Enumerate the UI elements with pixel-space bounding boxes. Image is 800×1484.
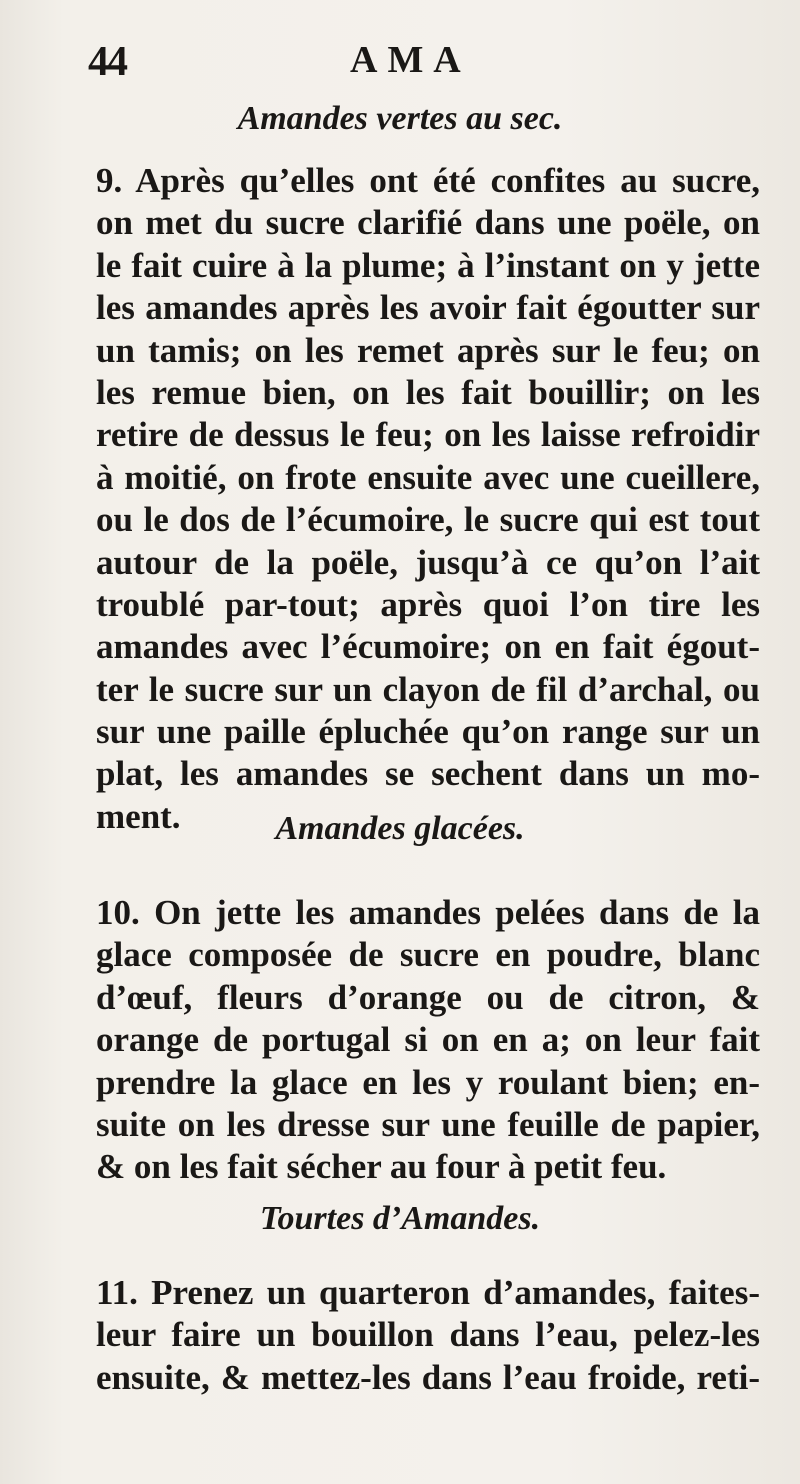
text-line: prendre la glace en les y roulant bien; en-	[96, 1062, 760, 1102]
text-line: ment.	[96, 796, 181, 836]
text-line: glace composée de sucre en poudre, blanc	[96, 935, 760, 975]
text-line: retire de dessus le feu; on les laisse refroidir	[96, 415, 760, 455]
text-line: un tamis; on les remet après sur le feu; on	[96, 330, 760, 370]
text-line: sur une paille épluchée qu’on range sur un	[96, 712, 760, 752]
text-line: le fait cuire à la plume; à l’instant on y jette	[96, 245, 760, 285]
paragraph-9	[96, 160, 760, 838]
text-line: orange de portugal si on en a; on leur fait	[96, 1020, 760, 1060]
page-number: 44	[88, 39, 126, 85]
paragraph-10	[96, 892, 760, 1189]
text-line: plat, les amandes se sechent dans un mo-	[96, 754, 760, 794]
text-line: leur faire un bouillon dans l’eau, pelez-les	[96, 1315, 760, 1355]
page-header	[0, 30, 800, 90]
section-heading: Amandes vertes au sec.	[237, 100, 563, 137]
text-line: les amandes après les avoir fait égoutter sur	[96, 288, 760, 328]
text-line: ter le sucre sur un clayon de fil d’archal, ou	[96, 669, 760, 709]
text-line: 11. Prenez un quarteron d’amandes, faites-	[96, 1273, 760, 1312]
running-head: AMA	[350, 39, 471, 81]
text-line: suite on les dresse sur une feuille de papier,	[96, 1104, 760, 1144]
paragraph-11	[96, 1272, 760, 1399]
text-line: les remue bien, on les fait bouillir; on les	[96, 372, 760, 412]
text-line: ou le dos de l’écumoire, le sucre qui est tout	[96, 500, 760, 540]
text-line: d’œuf, fleurs d’orange ou de citron, &	[96, 977, 760, 1017]
text-line: & on les fait sécher au four à petit feu.	[96, 1147, 667, 1187]
text-line: ensuite, & mettez-les dans l’eau froide, reti-	[96, 1357, 760, 1397]
text-line: 9. Après qu’elles ont été confites au sucre,	[96, 161, 760, 200]
text-line: 10. On jette les amandes pelées dans de la	[96, 893, 760, 932]
section-heading: Amandes glacées.	[275, 810, 525, 847]
text-line: amandes avec l’écumoire; on en fait égout-	[96, 627, 760, 667]
text-line: autour de la poële, jusqu’à ce qu’on l’ait	[96, 542, 760, 582]
text-line: à moitié, on frote ensuite avec une cueillere,	[96, 457, 760, 497]
text-line: troublé par-tout; après quoi l’on tire les	[96, 584, 760, 624]
text-line: on met du sucre clarifié dans une poële, on	[96, 203, 760, 243]
section-heading: Tourtes d’Amandes.	[259, 1200, 541, 1237]
